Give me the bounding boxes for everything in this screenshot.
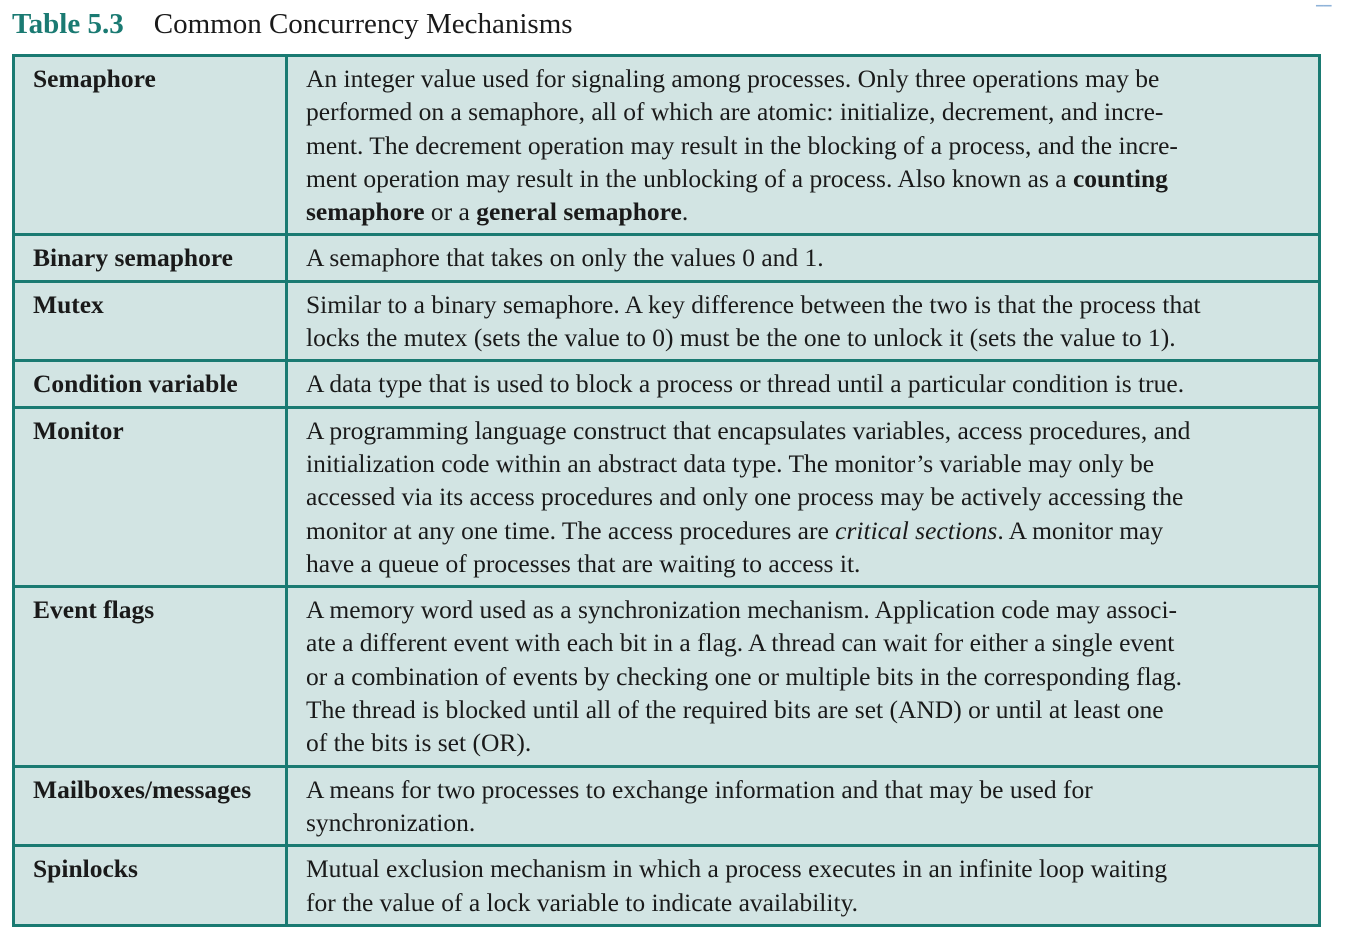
table-caption bbox=[12, 4, 573, 44]
definition-line: A memory word used as a synchronization mechanism. Application code may associ- bbox=[306, 595, 1178, 625]
definition-line: ate a different event with each bit in a flag. A thread can wait for either a single event bbox=[306, 628, 1175, 658]
bold-term: general semaphore bbox=[476, 197, 682, 227]
definition-text: . A monitor may bbox=[997, 515, 1164, 545]
definition-cell bbox=[287, 407, 1320, 586]
definition-line: ment operation may result in the unblocking of a process. Also known as a bbox=[306, 163, 1073, 193]
corner-fragment-icon: ▁▁ bbox=[1316, 0, 1332, 7]
term-cell: Binary semaphore bbox=[14, 235, 287, 281]
definition-line: A programming language construct that encapsulates variables, access procedures, and bbox=[306, 415, 1191, 445]
bold-term: semaphore bbox=[306, 197, 425, 227]
table-title: Common Concurrency Mechanisms bbox=[153, 7, 573, 40]
italic-term: critical sections bbox=[835, 515, 998, 545]
definition-cell bbox=[287, 56, 1320, 235]
definition-cell bbox=[287, 235, 1320, 281]
table-row bbox=[14, 235, 1320, 281]
definition-cell bbox=[287, 766, 1320, 846]
table-number: Table 5.3 bbox=[12, 7, 124, 40]
definition-line: A data type that is used to block a process or thread until a particular condition is true. bbox=[306, 369, 1185, 399]
definition-cell bbox=[287, 361, 1320, 407]
table-row bbox=[14, 281, 1320, 361]
term-cell: Semaphore bbox=[14, 56, 287, 235]
definition-line: for the value of a lock variable to indicate availability. bbox=[306, 887, 859, 917]
term-cell: Monitor bbox=[14, 407, 287, 586]
definition-line: Similar to a binary semaphore. A key difference between the two is that the process that bbox=[306, 289, 1201, 319]
table-row bbox=[14, 587, 1320, 766]
term-cell: Event flags bbox=[14, 587, 287, 766]
definition-line: of the bits is set (OR). bbox=[306, 728, 532, 758]
definition-cell bbox=[287, 846, 1320, 926]
table-row bbox=[14, 56, 1320, 235]
definition-line: performed on a semaphore, all of which are atomic: initialize, decrement, and incre- bbox=[306, 97, 1164, 127]
table-row bbox=[14, 846, 1320, 926]
definition-line: ment. The decrement operation may result in the blocking of a process, and the incre- bbox=[306, 130, 1178, 160]
definition-text: monitor at any one time. The access procedures are bbox=[306, 515, 836, 545]
definition-line: initialization code within an abstract data type. The monitor’s variable may only be bbox=[306, 448, 1155, 478]
definition-line: A semaphore that takes on only the values 0 and 1. bbox=[306, 243, 824, 273]
term-cell: Mutex bbox=[14, 281, 287, 361]
definition-cell bbox=[287, 587, 1320, 766]
definition-line: A means for two processes to exchange information and that may be used for bbox=[306, 774, 1093, 804]
bold-term: counting bbox=[1072, 163, 1168, 193]
definition-line: Mutual exclusion mechanism in which a process executes in an infinite loop waiting bbox=[306, 854, 1168, 884]
term-cell: Mailboxes/messages bbox=[14, 766, 287, 846]
definition-line: synchronization. bbox=[306, 807, 476, 837]
term-cell: Spinlocks bbox=[14, 846, 287, 926]
definition-line: have a queue of processes that are waiting to access it. bbox=[306, 548, 861, 578]
table-row bbox=[14, 407, 1320, 586]
table-row bbox=[14, 361, 1320, 407]
concurrency-mechanisms-table bbox=[12, 54, 1321, 927]
definition-line: or a combination of events by checking one or multiple bits in the corresponding flag. bbox=[306, 661, 1182, 691]
table-row bbox=[14, 766, 1320, 846]
definition-line: The thread is blocked until all of the required bits are set (AND) or until at least one bbox=[306, 695, 1164, 725]
definition-cell bbox=[287, 281, 1320, 361]
term-cell: Condition variable bbox=[14, 361, 287, 407]
definition-text: . bbox=[681, 197, 689, 227]
definition-line: accessed via its access procedures and only one process may be actively accessing the bbox=[306, 482, 1184, 512]
definition-line: An integer value used for signaling among processes. Only three operations may be bbox=[306, 64, 1160, 93]
definition-text: or a bbox=[424, 197, 477, 227]
definition-line: locks the mutex (sets the value to 0) must be the one to unlock it (sets the value to 1). bbox=[306, 323, 1176, 353]
